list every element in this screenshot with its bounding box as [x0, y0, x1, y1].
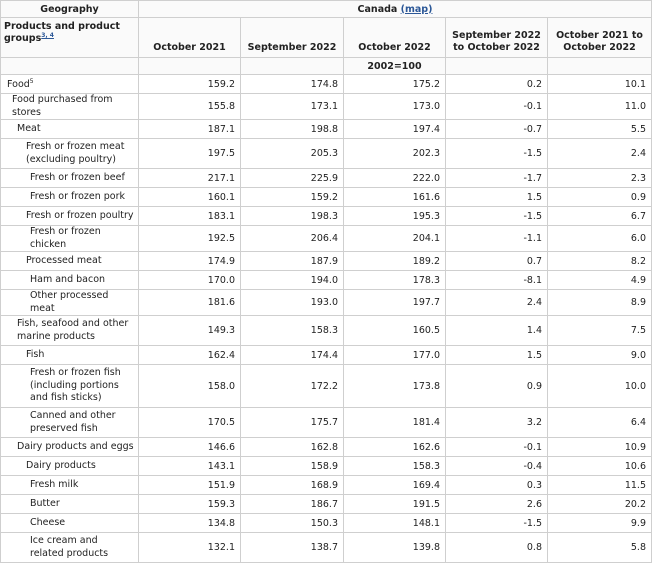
table-row [1, 514, 652, 533]
footnote-ref[interactable]: 5 [29, 78, 34, 86]
row-label-text: Other processed meat [30, 290, 109, 314]
value-cell: -1.5 [446, 514, 548, 533]
value-cell: 159.2 [139, 75, 241, 94]
value-cell: 225.9 [241, 169, 344, 188]
value-cell: 202.3 [344, 139, 446, 169]
col-header-oct-2022: October 2022 [344, 18, 446, 58]
table-row [1, 476, 652, 495]
table-row [1, 533, 652, 563]
row-label-text: Fish [26, 348, 45, 360]
value-cell: 192.5 [139, 226, 241, 252]
row-label-text: Butter [30, 497, 60, 509]
value-cell: 205.3 [241, 139, 344, 169]
value-cell: 3.2 [446, 408, 548, 438]
row-label [1, 75, 139, 94]
value-cell: 222.0 [344, 169, 446, 188]
unit-blank-cell [241, 58, 344, 75]
value-cell: 9.0 [548, 346, 652, 365]
value-cell: -8.1 [446, 271, 548, 290]
row-label [1, 408, 139, 438]
unit-label: 2002=100 [344, 58, 446, 75]
value-cell: 169.4 [344, 476, 446, 495]
row-label-text: Fish, seafood and other marine products [17, 318, 129, 342]
row-label-text: Fresh or frozen poultry [26, 209, 134, 221]
row-label [1, 476, 139, 495]
value-cell: 10.9 [548, 438, 652, 457]
value-cell: 7.5 [548, 316, 652, 346]
value-cell: 11.0 [548, 94, 652, 120]
row-label-text: Fresh or frozen meat (excluding poultry) [26, 141, 125, 165]
column-header-row [1, 18, 652, 58]
row-label-text: Fresh or frozen beef [30, 171, 125, 183]
table-row [1, 207, 652, 226]
row-label [1, 226, 139, 252]
row-label [1, 438, 139, 457]
value-cell: 187.9 [241, 252, 344, 271]
geography-value: Canada [357, 3, 398, 15]
value-cell: 159.2 [241, 188, 344, 207]
value-cell: 2.6 [446, 495, 548, 514]
row-label-text: Fresh or frozen pork [30, 190, 126, 202]
value-cell: 138.7 [241, 533, 344, 563]
table-row [1, 495, 652, 514]
row-label-text: Food [7, 79, 30, 91]
value-cell: 204.1 [344, 226, 446, 252]
row-label-text: Canned and other preserved fish [30, 410, 116, 434]
value-cell: 194.0 [241, 271, 344, 290]
value-cell: 139.8 [344, 533, 446, 563]
value-cell: 198.8 [241, 120, 344, 139]
value-cell: 4.9 [548, 271, 652, 290]
value-cell: 134.8 [139, 514, 241, 533]
value-cell: -0.1 [446, 94, 548, 120]
value-cell: 149.3 [139, 316, 241, 346]
value-cell: 174.9 [139, 252, 241, 271]
row-label [1, 139, 139, 169]
value-cell: 2.4 [548, 139, 652, 169]
value-cell: 0.9 [548, 188, 652, 207]
value-cell: 132.1 [139, 533, 241, 563]
value-cell: 158.3 [241, 316, 344, 346]
row-label [1, 252, 139, 271]
value-cell: 173.0 [344, 94, 446, 120]
row-label-text: Fresh or frozen chicken [30, 226, 101, 250]
footnote-link[interactable]: 3, 4 [41, 32, 54, 39]
table-row [1, 316, 652, 346]
row-label [1, 94, 139, 120]
value-cell: 170.5 [139, 408, 241, 438]
row-label [1, 457, 139, 476]
value-cell: 206.4 [241, 226, 344, 252]
value-cell: -1.5 [446, 139, 548, 169]
row-label [1, 346, 139, 365]
row-label [1, 169, 139, 188]
value-cell: 10.6 [548, 457, 652, 476]
row-label-text: Dairy products [26, 459, 96, 471]
value-cell: 9.9 [548, 514, 652, 533]
value-cell: 158.0 [139, 365, 241, 408]
row-label [1, 495, 139, 514]
value-cell: -1.7 [446, 169, 548, 188]
value-cell: 1.4 [446, 316, 548, 346]
row-label [1, 271, 139, 290]
col-header-sep-2022: September 2022 [241, 18, 344, 58]
row-label-text: Processed meat [26, 254, 102, 266]
table-row [1, 408, 652, 438]
value-cell: 150.3 [241, 514, 344, 533]
table-row [1, 169, 652, 188]
value-cell: 195.3 [344, 207, 446, 226]
table-body [1, 75, 652, 563]
value-cell: 158.9 [241, 457, 344, 476]
unit-blank-cell [446, 58, 548, 75]
geography-header-row [1, 1, 652, 18]
value-cell: 146.6 [139, 438, 241, 457]
table-row [1, 438, 652, 457]
value-cell: 10.0 [548, 365, 652, 408]
value-cell: 193.0 [241, 290, 344, 316]
unit-blank-cell [1, 58, 139, 75]
value-cell: 178.3 [344, 271, 446, 290]
value-cell: 173.8 [344, 365, 446, 408]
value-cell: 0.7 [446, 252, 548, 271]
col-header-oct-2021: October 2021 [139, 18, 241, 58]
value-cell: 162.4 [139, 346, 241, 365]
value-cell: -0.7 [446, 120, 548, 139]
value-cell: 8.2 [548, 252, 652, 271]
value-cell: 161.6 [344, 188, 446, 207]
value-cell: 162.6 [344, 438, 446, 457]
value-cell: 198.3 [241, 207, 344, 226]
value-cell: 158.3 [344, 457, 446, 476]
value-cell: 20.2 [548, 495, 652, 514]
value-cell: 181.4 [344, 408, 446, 438]
value-cell: -1.1 [446, 226, 548, 252]
row-label [1, 188, 139, 207]
value-cell: 175.7 [241, 408, 344, 438]
row-label-text: Fresh or frozen fish (including portions and fish sticks) [30, 367, 121, 404]
value-cell: 0.2 [446, 75, 548, 94]
row-label-text: Dairy products and eggs [17, 440, 134, 452]
value-cell: 0.9 [446, 365, 548, 408]
value-cell: 0.8 [446, 533, 548, 563]
value-cell: 181.6 [139, 290, 241, 316]
value-cell: 0.3 [446, 476, 548, 495]
products-header-label: Products and product groups [4, 21, 120, 44]
col-header-yearly-change: October 2021 to October 2022 [548, 18, 652, 58]
table-row [1, 346, 652, 365]
value-cell: 168.9 [241, 476, 344, 495]
row-label [1, 365, 139, 408]
value-cell: 173.1 [241, 94, 344, 120]
row-label-text: Cheese [30, 516, 66, 528]
value-cell: 148.1 [344, 514, 446, 533]
table-row [1, 139, 652, 169]
unit-blank-cell [139, 58, 241, 75]
value-cell: 2.4 [446, 290, 548, 316]
value-cell: 6.7 [548, 207, 652, 226]
value-cell: 151.9 [139, 476, 241, 495]
value-cell: 189.2 [344, 252, 446, 271]
map-link[interactable]: (map) [400, 3, 433, 15]
value-cell: 143.1 [139, 457, 241, 476]
value-cell: 186.7 [241, 495, 344, 514]
table-row [1, 75, 652, 94]
value-cell: 8.9 [548, 290, 652, 316]
table-row [1, 271, 652, 290]
col-header-monthly-change: September 2022 to October 2022 [446, 18, 548, 58]
value-cell: 1.5 [446, 188, 548, 207]
value-cell: 1.5 [446, 346, 548, 365]
value-cell: 197.4 [344, 120, 446, 139]
value-cell: 174.8 [241, 75, 344, 94]
table-row [1, 226, 652, 252]
geography-label: Geography [1, 1, 139, 18]
value-cell: 10.1 [548, 75, 652, 94]
table-row [1, 365, 652, 408]
geography-value-cell [139, 1, 652, 18]
table-row [1, 252, 652, 271]
value-cell: -0.4 [446, 457, 548, 476]
table-row [1, 188, 652, 207]
table-row [1, 457, 652, 476]
value-cell: 162.8 [241, 438, 344, 457]
value-cell: 5.5 [548, 120, 652, 139]
row-label [1, 533, 139, 563]
table-row [1, 290, 652, 316]
unit-header-row [1, 58, 652, 75]
row-label-text: Meat [17, 122, 41, 134]
row-label-text: Fresh milk [30, 478, 79, 490]
value-cell: 217.1 [139, 169, 241, 188]
row-label [1, 514, 139, 533]
row-label-text: Ham and bacon [30, 273, 106, 285]
value-cell: -1.5 [446, 207, 548, 226]
value-cell: -0.1 [446, 438, 548, 457]
value-cell: 174.4 [241, 346, 344, 365]
value-cell: 159.3 [139, 495, 241, 514]
value-cell: 172.2 [241, 365, 344, 408]
value-cell: 2.3 [548, 169, 652, 188]
table-row [1, 120, 652, 139]
value-cell: 6.0 [548, 226, 652, 252]
value-cell: 160.1 [139, 188, 241, 207]
value-cell: 197.7 [344, 290, 446, 316]
value-cell: 170.0 [139, 271, 241, 290]
value-cell: 5.8 [548, 533, 652, 563]
value-cell: 160.5 [344, 316, 446, 346]
value-cell: 155.8 [139, 94, 241, 120]
row-label [1, 290, 139, 316]
row-label-text: Food purchased from stores [12, 94, 113, 118]
row-label-text: Ice cream and related products [30, 535, 109, 559]
value-cell: 6.4 [548, 408, 652, 438]
row-label [1, 316, 139, 346]
value-cell: 191.5 [344, 495, 446, 514]
row-label [1, 120, 139, 139]
value-cell: 177.0 [344, 346, 446, 365]
products-header [1, 18, 139, 58]
value-cell: 183.1 [139, 207, 241, 226]
unit-blank-cell [548, 58, 652, 75]
value-cell: 197.5 [139, 139, 241, 169]
value-cell: 175.2 [344, 75, 446, 94]
value-cell: 11.5 [548, 476, 652, 495]
row-label [1, 207, 139, 226]
value-cell: 187.1 [139, 120, 241, 139]
table-row [1, 94, 652, 120]
